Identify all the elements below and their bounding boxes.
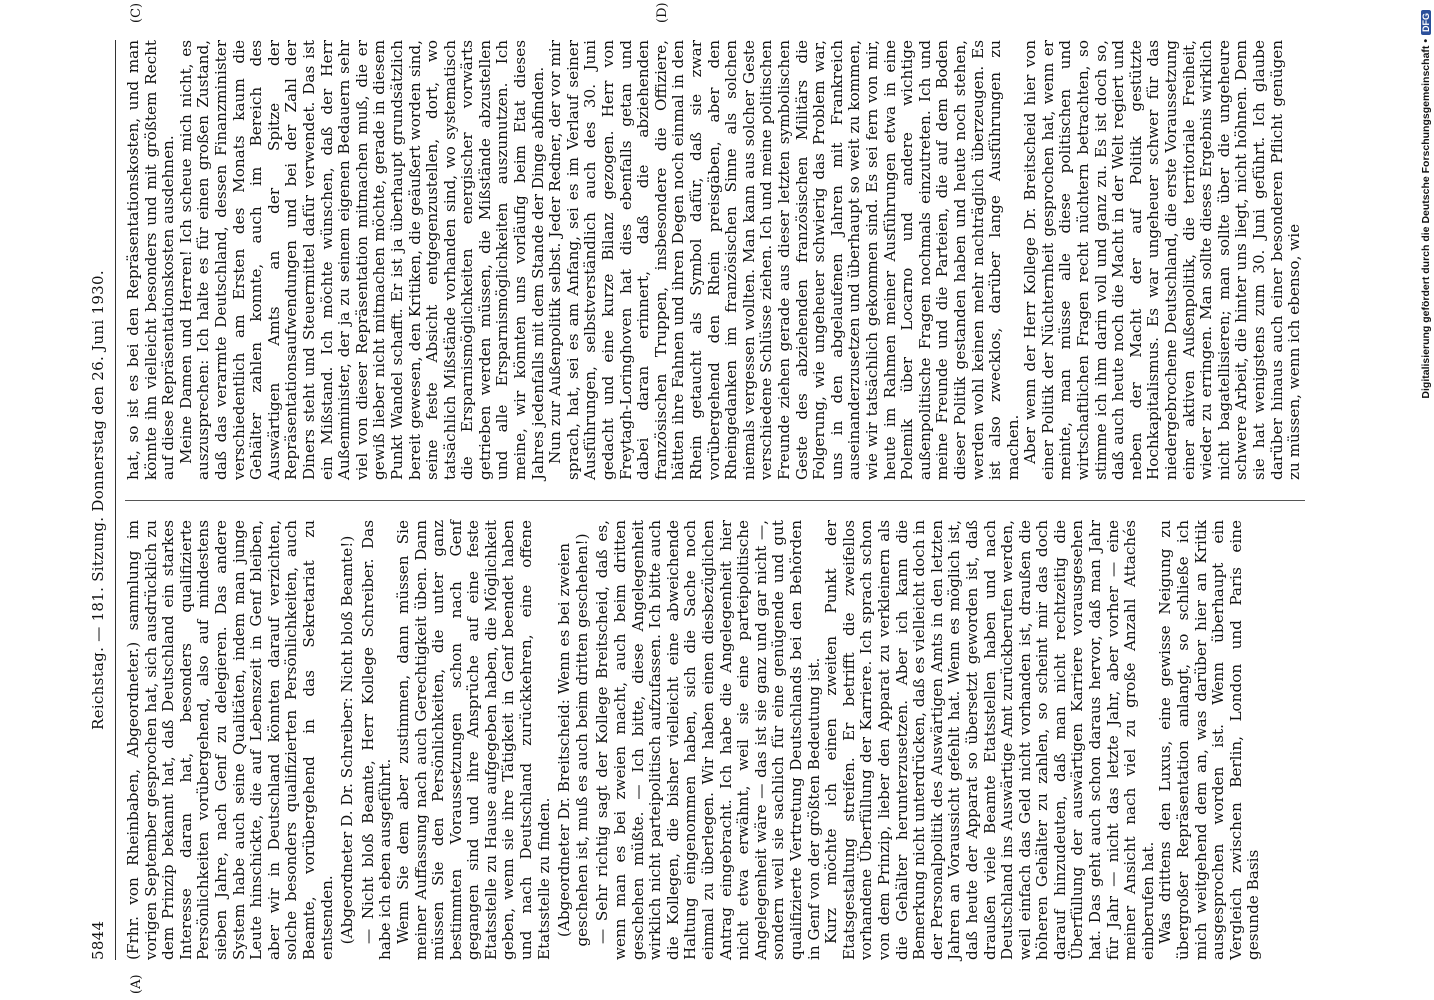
page-number: 5844 (89, 920, 107, 960)
margin-letter-d: (D) (655, 2, 670, 23)
paragraph: Wenn Sie dem aber zustimmen, dann müssen Sie meiner Auffassung nach auch Gerechtigkeit üben. Dann müssen Sie den Persönlichkeiten, die unter ganz bestimmten Voraussetzungen schon nach Genf gegangen sind und ihre Ansprüche auf eine feste Etatsstelle zu Hause aufgegeben haben, die Möglichkeit geben, wenn sie ihre Tätigkeit in Genf beendet haben und nach Deutschland zurückkehren, eine offene Etatsstelle zu finden. (393, 520, 553, 960)
paragraph: — Sehr richtig sagt der Kollege Breitscheid, daß es, wenn man es bei zweien macht, auch beim dritten geschehen müßte. — Ich bitte, diese Angelegenheit wirklich nicht parteipolitisch aufzufassen. Ich bitte auch die Kollegen, die bisher vielleicht eine abweichende Haltung eingenommen haben, sich die Sache noch einmal zu überlegen. Wir haben einen diesbezüglichen Antrag eingebracht. Ich habe die Angelegenheit hier nicht etwa erwähnt, weil sie eine parteipolitische Angelegenheit wäre — das ist sie ganz und gar nicht —, sondern weil sie sachlich für eine genügende und gut qualifizierte Vertretung Deutschlands bei den Behörden in Genf von der größten Bedeutung ist. (593, 520, 823, 960)
page-header (85, 40, 115, 960)
interjection: (Abgeordneter Dr. Breitscheid: Wenn es bei zweien geschehen ist, muß es auch beim dritten geschehen!) (555, 533, 591, 947)
credit-text: Digitalisierung gefördert durch die Deutsche Forschungsgemeinschaft • (1420, 39, 1432, 399)
column-divider (125, 500, 1305, 501)
paragraph: Was drittens den Luxus, eine gewisse Neigung zu übergroßer Repräsentation anlangt, so schließe ich mich weitgehend dem an, was darüber hier an Kritik ausgesprochen worden ist. Wenn überhaupt ein Vergleich zwischen Berlin, London und Paris eine gesunde Basis (1156, 520, 1263, 960)
paragraph: (Frhr. von Rheinbaben, Abgeordneter.) sammlung im vorigen September gesprochen hat, sich ausdrücklich zu dem Prinzip bekannt hat, daß Deutschland ein starkes Interesse daran hat, besonders qualifizierte Persönlichkeiten vorübergehend, also auf mindestens sieben Jahre, nach Genf zu delegieren. Das andere System habe auch seine Qualitäten, indem man junge Leute hinschickte, die auf Lebenszeit in Genf bleiben, aber wir in Deutschland könnten darauf verzichten, solche besonders qualifizierten Persönlichkeiten, auch Beamte, vorübergehend in das Sekretariat zu entsenden. (124, 520, 336, 960)
header-rule (115, 40, 116, 960)
margin-letter-c: (C) (129, 2, 144, 23)
digitization-credit (1420, 10, 1434, 995)
interjection: (Abgeordneter D. Dr. Schreiber: Nicht bloß Beamte!) (338, 535, 357, 945)
right-column (125, 40, 1304, 480)
paragraph: Meine Damen und Herren! Ich scheue mich nicht, es auszusprechen: Ich halte es für einen großen Zustand, daß das verarmte Deutschland, dessen Finanzminister verschiedentlich am Ersten des Monats kaum die Gehälter zahlen konnte, auch im Bereich des Auswärtigen Amts an der Spitze der Repräsentationsaufwendungen und bei der Zahl der Diners steht und Steuermittel dafür verwendet. Das ist ein Mißstand. Ich möchte wünschen, daß der Herr Außenminister, der ja zu seinem eigenen Bedauern sehr viel von dieser Repräsentation mitmachen muß, die er gewiß lieber nicht mitmachen möchte, gerade in diesem Punkt Wandel schafft. Er ist ja überhaupt grundsätzlich bereit gewesen, den Kritiken, die geäußert worden sind, seine feste Absicht entgegenzustellen, dort, wo tatsächlich Mißstände vorhanden sind, wo systematisch die Ersparnismöglichkeiten energischer vorwärts getrieben werden müssen, die Mißstände abzustellen und alle Ersparnismöglichkeiten auszunutzen. Ich meine, wir könnten uns vorläufig beim Etat dieses Jahres jedenfalls mit dem Stande der Dinge abfinden. (176, 40, 547, 480)
left-column (125, 520, 1263, 960)
dfg-logo: DFG (1421, 10, 1431, 35)
paragraph: hat, so ist es bei den Repräsentationskosten, und man könnte ihn vielleicht besonders und mit größtem Recht auf diese Repräsentationskosten ausdehnen. (124, 40, 178, 480)
paragraph: Nun zur Außenpolitik selbst. Jeder Redner, der vor mir sprach, hat, sei es am Anfang, sei es im Verlauf seiner Ausführungen, selbstverständlich auch des 30. Juni gedacht und eine kurze Bilanz gezogen. Herr von Freytagh-Loringhoven hat dies ebenfalls getan und dabei daran erinnert, daß die abziehenden französischen Truppen, insbesondere die Offiziere, hätten ihre Fahnen und ihren Degen noch einmal in den Rhein getaucht als Symbol dafür, daß sie zwar vorübergehend den Rhein preisgäben, aber den Rheingedanken im französischen Sinne als solchen niemals vergessen wollten. Man kann aus solcher Geste verschiedene Schlüsse ziehen. Ich und meine politischen Freunde ziehen gerade aus dieser letzten symbolischen Geste des abziehenden französischen Militärs die Folgerung, wie ungeheuer schwierig das Problem war, uns in den abgelaufenen Jahren mit Frankreich auseinanderzusetzen und überhaupt so weit zu kommen, wie wir tatsächlich gekommen sind. Es sei fern von mir, heute im Rahmen meiner Ausführungen etwa in eine Polemik über Locarno und andere wichtige außenpolitische Fragen nochmals einzutreten. Ich und meine Freunde und die Parteien, die auf dem Boden dieser Politik gestanden haben und heute noch stehen, werden wohl keinen mehr nachträglich überzeugen. Es ist also zwecklos, darüber lange Ausführungen zu machen. (546, 40, 1022, 480)
scanned-page (85, 2, 1315, 994)
paragraph: Kurz möchte ich einen zweiten Punkt der Etatsgestaltung streifen. Er betrifft die zweifellos vorhandene Überfüllung der Karriere. Ich sprach schon von dem Prinzip, lieber den Apparat zu verkleinern als die Gehälter herunterzusetzen. Aber ich kann die Bemerkung nicht unterdrücken, daß es vielleicht doch in der Personalpolitik des Auswärtigen Amts in den letzten Jahren an Voraussicht gefehlt hat. Wenn es möglich ist, daß heute der Apparat so übersetzt geworden ist, daß draußen viele Beamte Etatsstellen haben und nach Deutschland ins Auswärtige Amt zurückberufen werden, weil einfach das Geld nicht vorhanden ist, draußen die höheren Gehälter zu zahlen, so scheint mir das doch darauf hinzudeuten, daß man nicht rechtzeitig die Überfüllung der auswärtigen Karriere vorausgesehen hat. Das geht auch schon daraus hervor, daß man Jahr für Jahr — nicht das letzte Jahr, aber vorher — eine meiner Ansicht nach viel zu große Anzahl Attachés einberufen hat. (822, 520, 1157, 960)
running-title: Reichstag. — 181. Sitzung. Donnerstag den 26. Juni 1930. (89, 270, 107, 730)
paragraph: Aber wenn der Herr Kollege Dr. Breitscheid hier von einer Politik der Nüchternheit gesprochen hat, wenn er meinte, man müsse alle diese politischen und wirtschaftlichen Fragen recht nüchtern betrachten, so stimme ich ihm darin voll und ganz zu. Es ist doch so, daß auch heute noch die Macht in der Welt regiert und neben der Macht der auf Politik gestützte Hochkapitalismus. Es war ungeheuer schwer für das niedergebrochene Deutschland, die erste Voraussetzung einer aktiven Außenpolitik, die territoriale Freiheit, wieder zu erringen. Man sollte dieses Ergebnis wirklich nicht bagatellisieren; man sollte über die ungeheure schwere Arbeit, die hinter uns liegt, nicht höhnen. Denn sie hat wenigstens zum 30. Juni geführt. Ich glaube darüber hinaus auch einer besonderen Pflicht genügen zu müssen, wenn ich ebenso, wie (1021, 40, 1304, 480)
margin-letter-a: (A) (129, 974, 144, 994)
paragraph: — Nicht bloß Beamte, Herr Kollege Schreiber. Das habe ich eben ausgeführt. (358, 520, 395, 960)
